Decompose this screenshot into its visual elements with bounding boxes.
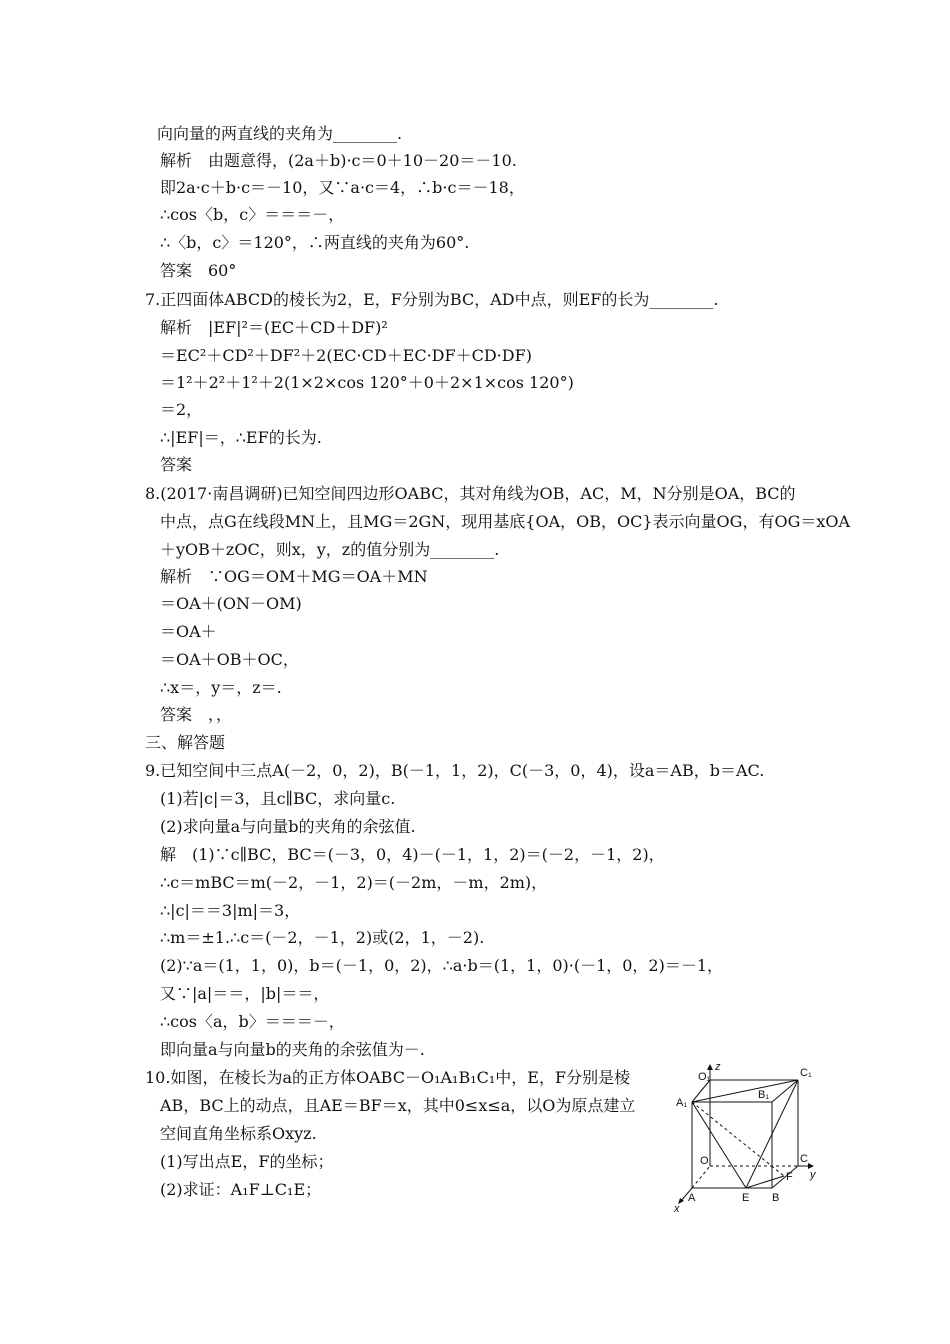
text-line: (2)求证：A₁F⊥C₁E； — [160, 1180, 322, 1199]
text-line: 解析 由题意得，(2a＋b)·c＝0＋10－20＝－10. — [160, 151, 517, 170]
text-line: ＝OA＋OB＋OC， — [160, 650, 299, 669]
text-line: ∴x＝，y＝，z＝. — [160, 678, 282, 697]
text-line: 又∵|a|＝＝，|b|＝＝， — [160, 984, 330, 1003]
text-line: ＝OA＋(ON－OM) — [160, 594, 302, 613]
text-line: 中点，点G在线段MN上，且MG＝2GN，现用基底{OA，OB，OC}表示向量OG，有OG＝xOA — [160, 512, 851, 531]
text-line: 向向量的两直线的夹角为________. — [157, 124, 403, 143]
cube-figure — [668, 1062, 818, 1212]
label-c1: C₁ — [800, 1067, 812, 1079]
text-line: 即2a·c＋b·c＝－10，又∵a·c＝4，∴b·c＝－18， — [160, 178, 525, 197]
text-line: 即向量a与向量b的夹角的余弦值为－. — [160, 1040, 425, 1059]
text-line: 答案 ，， — [160, 705, 233, 724]
text-line: ∴m＝±1.∴c＝(－2，－1，2)或(2，1，－2). — [160, 928, 485, 947]
text-line: AB，BC上的动点，且AE＝BF＝x，其中0≤x≤a，以O为原点建立 — [160, 1096, 636, 1115]
text-line: ＝2， — [160, 400, 203, 419]
label-x: x — [674, 1203, 680, 1212]
text-line: 空间直角坐标系Oxyz. — [160, 1124, 317, 1143]
label-o1: O₁ — [698, 1071, 711, 1083]
label-a1: A₁ — [676, 1097, 688, 1109]
z-axis-arrow — [707, 1064, 713, 1070]
label-a: A — [688, 1192, 696, 1204]
text-line: ∴|c|＝＝3|m|＝3， — [160, 901, 301, 920]
question-7: 7.正四面体ABCD的棱长为2，E，F分别为BC，AD中点，则EF的长为________. — [145, 290, 719, 309]
text-line: (2)求向量a与向量b的夹角的余弦值. — [160, 817, 416, 836]
section-heading: 三、解答题 — [145, 733, 226, 752]
cube-edge-hidden — [692, 1166, 710, 1188]
text-line: ∴c＝mBC＝m(－2，－1，2)＝(－2m，－m，2m)， — [160, 873, 548, 892]
text-line: (2)∵a＝(1，1，0)，b＝(－1，0，2)，∴a·b＝(1，1，0)·(－1，0，2)＝－1， — [160, 956, 724, 975]
label-b: B — [772, 1192, 780, 1204]
cube-edge — [772, 1080, 798, 1102]
label-y: y — [810, 1169, 816, 1181]
label-z: z — [715, 1062, 721, 1073]
text-line: ∴〈b，c〉＝120°，∴两直线的夹角为60°. — [160, 233, 470, 252]
text-line: ∴|EF|＝，∴EF的长为. — [160, 428, 322, 447]
label-e: E — [742, 1192, 750, 1204]
text-line: 解析 |EF|²＝(EC＋CD＋DF)² — [160, 318, 388, 337]
label-f: F — [786, 1171, 793, 1183]
label-o: O — [700, 1155, 709, 1167]
cube-edge — [772, 1166, 798, 1188]
segment-ef — [746, 1176, 784, 1188]
label-c: C — [800, 1153, 808, 1165]
segment-a1e — [692, 1102, 746, 1188]
text-line: (1)若|c|＝3，且c∥BC，求向量c. — [160, 789, 396, 808]
question-10: 10.如图，在棱长为a的正方体OABC－O₁A₁B₁C₁中，E，F分别是棱 — [145, 1068, 631, 1087]
text-line: ∴cos〈a，b〉＝＝＝－， — [160, 1012, 345, 1031]
text-line: ＝1²＋2²＋1²＋2(1×2×cos 120°＋0＋2×1×cos 120°) — [160, 373, 574, 392]
text-line: (1)写出点E，F的坐标； — [160, 1152, 334, 1171]
text-line: ＝OA＋ — [160, 622, 217, 641]
text-line: 解 (1)∵c∥BC，BC＝(－3，0，4)－(－1，1，2)＝(－2，－1，2)， — [160, 845, 665, 864]
text-line: 解析 ∵OG＝OM＋MG＝OA＋MN — [160, 567, 428, 586]
text-line: ＋yOB＋zOC，则x，y，z的值分别为________. — [160, 540, 500, 559]
question-8: 8.(2017·南昌调研)已知空间四边形OABC，其对角线为OB，AC，M，N分别是OA，BC的 — [145, 484, 796, 503]
label-b1: B₁ — [758, 1089, 770, 1101]
question-9: 9.已知空间中三点A(－2，0，2)，B(－1，1，2)，C(－3，0，4)，设a＝AB，b＝AC. — [145, 761, 765, 780]
text-line: ∴cos〈b，c〉＝＝＝－， — [160, 205, 345, 224]
text-line: 答案 — [160, 455, 193, 474]
text-line: ＝EC²＋CD²＋DF²＋2(EC·CD＋EC·DF＋CD·DF) — [160, 346, 532, 365]
text-line: 答案 60° — [160, 261, 237, 280]
